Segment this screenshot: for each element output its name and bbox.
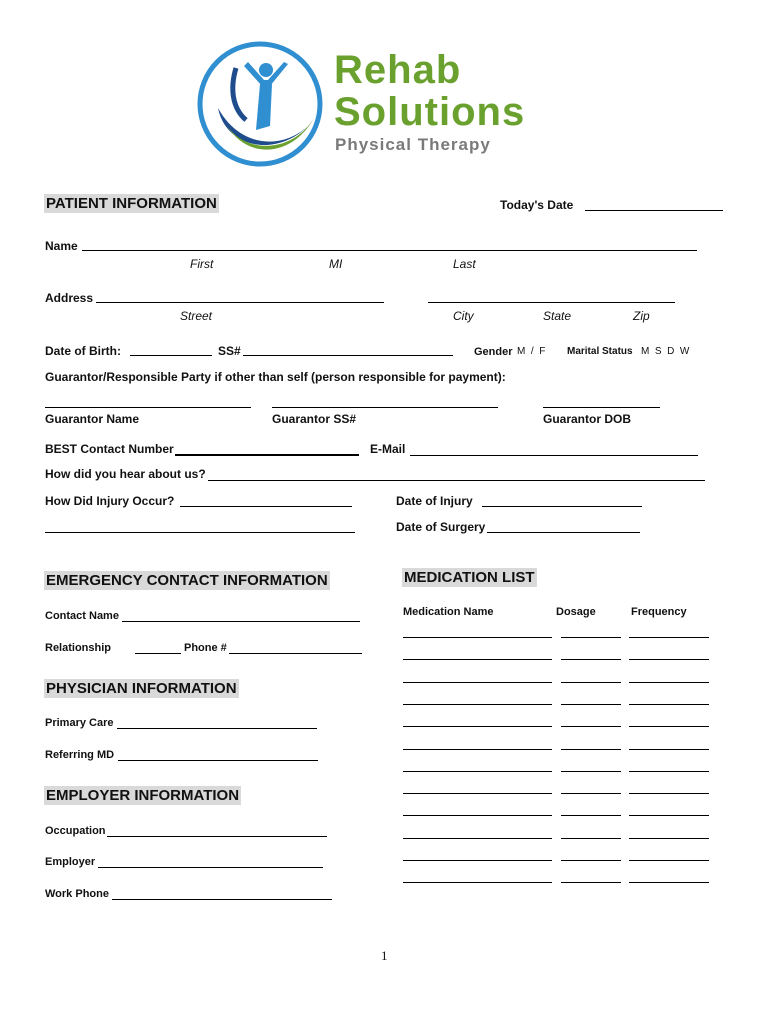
referring-md-field[interactable] xyxy=(118,760,318,761)
injury-how-field[interactable] xyxy=(180,506,352,507)
emergency-phone-field[interactable] xyxy=(229,653,362,654)
todays-date-field[interactable] xyxy=(585,210,723,211)
dosage-field[interactable] xyxy=(561,726,621,727)
relationship-field[interactable] xyxy=(135,653,181,654)
todays-date-label: Today's Date xyxy=(500,198,574,212)
street-field[interactable] xyxy=(96,302,384,303)
physician-heading: PHYSICIAN INFORMATION xyxy=(46,680,237,697)
dosage-field[interactable] xyxy=(561,882,621,883)
frequency-field[interactable] xyxy=(629,860,709,861)
guarantor-question: Guarantor/Responsible Party if other than self (person responsible for payment): xyxy=(45,370,506,384)
logo-emblem xyxy=(196,38,326,172)
best-contact-label: BEST Contact Number xyxy=(45,442,174,456)
medication-name-field[interactable] xyxy=(403,682,552,683)
marital-label: Marital Status xyxy=(567,346,633,357)
guarantor-ss-caption: Guarantor SS# xyxy=(272,412,357,426)
guarantor-ss-field[interactable] xyxy=(272,407,498,408)
medication-name-field[interactable] xyxy=(403,815,552,816)
phone-label: Phone # xyxy=(184,642,227,654)
first-caption: First xyxy=(190,257,214,271)
medication-name-header: Medication Name xyxy=(403,606,494,618)
contact-name-field[interactable] xyxy=(122,621,360,622)
dob-field[interactable] xyxy=(130,355,212,356)
medication-heading: MEDICATION LIST xyxy=(404,569,535,586)
surgery-date-label: Date of Surgery xyxy=(396,520,486,534)
last-caption: Last xyxy=(453,257,476,271)
patient-info-heading: PATIENT INFORMATION xyxy=(46,195,217,212)
dosage-header: Dosage xyxy=(556,606,596,618)
medication-name-field[interactable] xyxy=(403,860,552,861)
surgery-date-field[interactable] xyxy=(487,532,640,533)
mi-caption: MI xyxy=(329,257,343,271)
zip-caption: Zip xyxy=(633,309,650,323)
guarantor-dob-caption: Guarantor DOB xyxy=(543,412,632,426)
dosage-field[interactable] xyxy=(561,793,621,794)
injury-how-label: How Did Injury Occur? xyxy=(45,494,175,508)
hear-about-field[interactable] xyxy=(208,480,705,481)
medication-name-field[interactable] xyxy=(403,749,552,750)
hear-about-label: How did you hear about us? xyxy=(45,467,206,481)
work-phone-field[interactable] xyxy=(112,899,332,900)
medication-name-field[interactable] xyxy=(403,637,552,638)
occupation-field[interactable] xyxy=(107,836,327,837)
primary-care-field[interactable] xyxy=(117,728,317,729)
frequency-field[interactable] xyxy=(629,749,709,750)
frequency-field[interactable] xyxy=(629,726,709,727)
medication-name-field[interactable] xyxy=(403,726,552,727)
medication-name-field[interactable] xyxy=(403,793,552,794)
dosage-field[interactable] xyxy=(561,838,621,839)
dosage-field[interactable] xyxy=(561,659,621,660)
emergency-heading: EMERGENCY CONTACT INFORMATION xyxy=(46,572,328,589)
medication-name-field[interactable] xyxy=(403,882,552,883)
employer-field[interactable] xyxy=(98,867,323,868)
work-phone-label: Work Phone xyxy=(45,888,109,900)
dob-label: Date of Birth: xyxy=(45,344,121,358)
email-field[interactable] xyxy=(410,455,698,456)
medication-name-field[interactable] xyxy=(403,771,552,772)
name-label: Name xyxy=(45,239,78,253)
state-caption: State xyxy=(543,309,572,323)
gender-label: Gender xyxy=(474,346,513,358)
referring-md-label: Referring MD xyxy=(45,749,115,761)
medication-name-field[interactable] xyxy=(403,838,552,839)
gender-options[interactable]: M / F xyxy=(517,346,546,357)
address-label: Address xyxy=(45,291,94,305)
occupation-label: Occupation xyxy=(45,825,106,837)
city-state-zip-field[interactable] xyxy=(428,302,675,303)
frequency-field[interactable] xyxy=(629,882,709,883)
injury-how-field-2[interactable] xyxy=(45,532,355,533)
frequency-field[interactable] xyxy=(629,815,709,816)
guarantor-name-caption: Guarantor Name xyxy=(45,412,140,426)
dosage-field[interactable] xyxy=(561,860,621,861)
employer-heading: EMPLOYER INFORMATION xyxy=(46,787,240,804)
medication-name-field[interactable] xyxy=(403,659,552,660)
dosage-field[interactable] xyxy=(561,815,621,816)
guarantor-name-field[interactable] xyxy=(45,407,251,408)
dosage-field[interactable] xyxy=(561,704,621,705)
page-number: 1 xyxy=(381,948,388,963)
best-contact-field[interactable] xyxy=(175,454,359,456)
primary-care-label: Primary Care xyxy=(45,717,114,729)
injury-date-field[interactable] xyxy=(482,506,642,507)
medication-name-field[interactable] xyxy=(403,704,552,705)
frequency-field[interactable] xyxy=(629,659,709,660)
injury-date-label: Date of Injury xyxy=(396,494,473,508)
frequency-field[interactable] xyxy=(629,637,709,638)
marital-options[interactable]: M S D W xyxy=(641,346,690,357)
contact-name-label: Contact Name xyxy=(45,610,119,622)
dosage-field[interactable] xyxy=(561,749,621,750)
frequency-field[interactable] xyxy=(629,704,709,705)
email-label: E-Mail xyxy=(370,442,406,456)
dosage-field[interactable] xyxy=(561,637,621,638)
street-caption: Street xyxy=(180,309,213,323)
name-field[interactable] xyxy=(82,250,697,251)
employer-label: Employer xyxy=(45,856,96,868)
city-caption: City xyxy=(453,309,474,323)
logo-title-line1: Rehab xyxy=(334,48,462,92)
dosage-field[interactable] xyxy=(561,771,621,772)
logo-subtitle: Physical Therapy xyxy=(335,135,491,154)
logo-title-line2: Solutions xyxy=(334,90,526,134)
frequency-header: Frequency xyxy=(631,606,687,618)
ss-field[interactable] xyxy=(243,355,453,356)
frequency-field[interactable] xyxy=(629,838,709,839)
dosage-field[interactable] xyxy=(561,682,621,683)
relationship-label: Relationship xyxy=(45,642,112,654)
frequency-field[interactable] xyxy=(629,682,709,683)
frequency-field[interactable] xyxy=(629,793,709,794)
guarantor-dob-field[interactable] xyxy=(543,407,660,408)
frequency-field[interactable] xyxy=(629,771,709,772)
ss-label: SS# xyxy=(218,344,241,358)
